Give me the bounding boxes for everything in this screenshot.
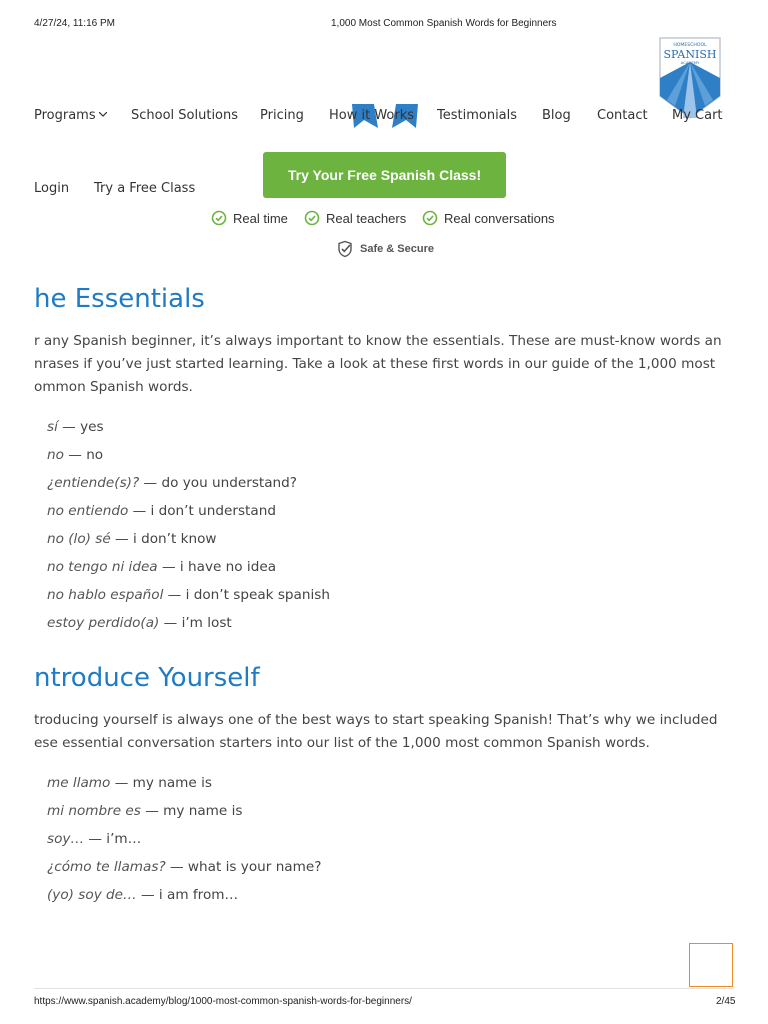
logo-line-1: HOMESCHOOL [673, 43, 707, 48]
print-page-number: 2/45 [716, 996, 736, 1007]
free-class-cta-button[interactable]: Try Your Free Spanish Class! [263, 152, 506, 198]
print-title: 1,000 Most Common Spanish Words for Beginners [331, 18, 557, 29]
nav-testimonials[interactable]: Testimonials [437, 108, 518, 123]
list-item: soy… — i’m… [47, 831, 142, 847]
list-item: no — no [47, 447, 104, 463]
essentials-word-list [47, 413, 330, 637]
list-item: ¿entiende(s)? — do you understand? [47, 475, 298, 491]
list-item: no hablo español — i don’t speak spanish [47, 587, 330, 603]
scroll-to-top-button[interactable] [689, 943, 733, 987]
check-circle-icon [211, 210, 227, 226]
safe-secure-badge: Safe & Secure [336, 240, 434, 258]
list-item: sí — yes [47, 419, 104, 435]
nav-my-cart[interactable]: My Cart [672, 108, 723, 123]
feature-real-time: Real time [211, 210, 288, 226]
feature-real-conversations: Real conversations [422, 210, 555, 226]
nav-contact[interactable]: Contact [597, 108, 648, 123]
list-item: me llamo — my name is [47, 775, 212, 791]
print-datetime: 4/27/24, 11:16 PM [34, 18, 115, 29]
section-heading-introduce-yourself: ntroduce Yourself [34, 663, 260, 693]
section-heading-essentials: he Essentials [34, 284, 205, 314]
list-item: (yo) soy de… — i am from… [47, 887, 239, 903]
nav-school-solutions[interactable]: School Solutions [131, 108, 239, 123]
introduce-word-list [47, 769, 321, 909]
nav-how-it-works[interactable]: How it Works [329, 108, 415, 123]
check-circle-icon [422, 210, 438, 226]
list-item: ¿cómo te llamas? — what is your name? [47, 859, 322, 875]
list-item: no (lo) sé — i don’t know [47, 531, 217, 547]
list-item: mi nombre es — my name is [47, 803, 243, 819]
login-link[interactable]: Login [34, 181, 70, 196]
logo-line-2: SPANISH [663, 48, 717, 61]
nav-programs[interactable]: Programs [34, 108, 107, 123]
chevron-down-icon [99, 112, 107, 117]
section-paragraph-essentials: r any Spanish beginner, it’s always important to know the essentials. These are must-know words an nrases if you’ve just started learning. Take a look at these first words in our guide of the 1,000 most ommon Spanish words. [34, 333, 722, 395]
free-class-link[interactable]: Try a Free Class [94, 181, 196, 196]
print-url: https://www.spanish.academy/blog/1000-most-common-spanish-words-for-beginners/ [34, 996, 412, 1007]
logo-line-3: ACADEMY [680, 60, 700, 65]
nav-blog[interactable]: Blog [542, 108, 571, 123]
footer-divider [34, 988, 734, 989]
nav-pricing[interactable]: Pricing [260, 108, 304, 123]
shield-check-icon [336, 240, 354, 258]
list-item: estoy perdido(a) — i’m lost [47, 615, 232, 631]
list-item: no tengo ni idea — i have no idea [47, 559, 277, 575]
list-item: no entiendo — i don’t understand [47, 503, 276, 519]
feature-real-teachers: Real teachers [304, 210, 406, 226]
section-paragraph-introduce-yourself: troducing yourself is always one of the best ways to start speaking Spanish! That’s why we included ese essential conversation starters into our list of the 1,000 most common Spanish words. [34, 712, 718, 751]
check-circle-icon [304, 210, 320, 226]
